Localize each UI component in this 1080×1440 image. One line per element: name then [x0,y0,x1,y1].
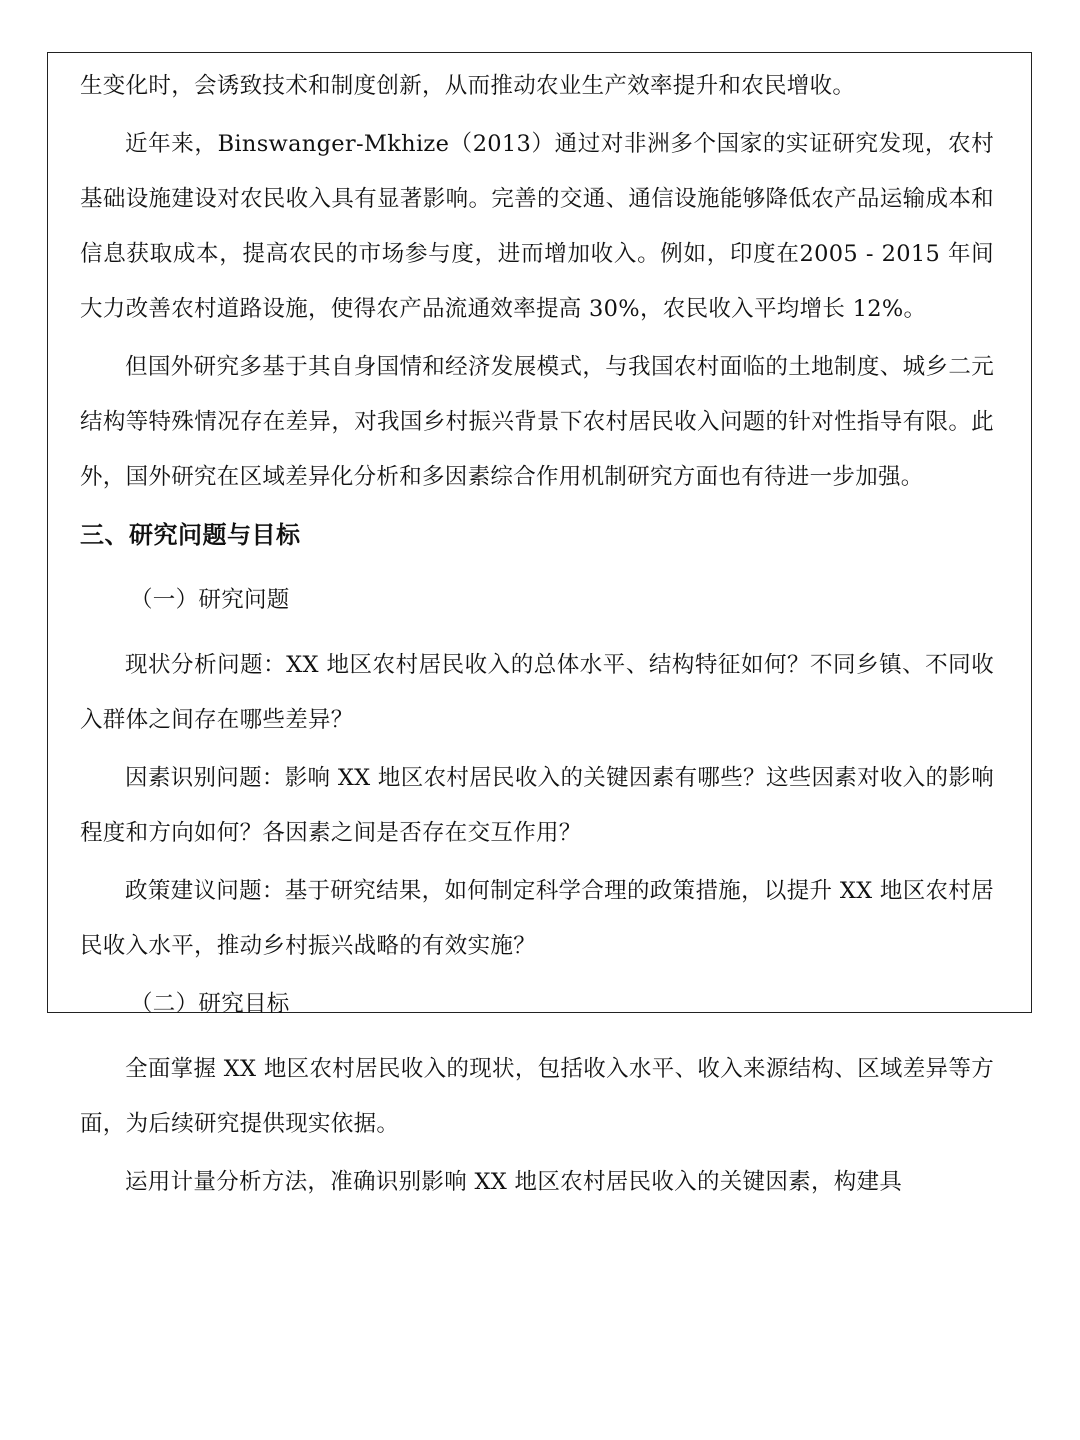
paragraph-goal-factors: 运用计量分析方法，准确识别影响 XX 地区农村居民收入的关键因素，构建具 [125,1169,903,1195]
paragraph-status-analysis: 现状分析问题：XX 地区农村居民收入的总体水平、结构特征如何？不同乡镇、不同收入群体之间存在哪些差异？ [80,652,994,733]
subsection-title-research-goals: （二）研究目标 [130,991,290,1017]
paragraph-goal-status: 全面掌握 XX 地区农村居民收入的现状，包括收入水平、收入来源结构、区域差异等方面，为后续研究提供现实依据。 [80,1056,994,1137]
subsection-title-research-questions: （一）研究问题 [130,587,290,613]
paragraph-binswanger: 近年来，Binswanger-Mkhize（2013）通过对非洲多个国家的实证研究发现，农村基础设施建设对农民收入具有显著影响。完善的交通、通信设施能够降低农产品运输成本和信息获取成本，提高农民的市场参与度，进而增加收入。例如，印度在2005 - 2015 年间大力改善农村道路设施，使得农产品流通效率提高 30%，农民收入平均增长 12%。 [80,131,994,322]
paragraph-policy-suggestion: 政策建议问题：基于研究结果，如何制定科学合理的政策措施，以提升 XX 地区农村居民收入水平，推动乡村振兴战略的有效实施？ [80,878,994,959]
paragraph-factor-identification: 因素识别问题：影响 XX 地区农村居民收入的关键因素有哪些？这些因素对收入的影响程度和方向如何？各因素之间是否存在交互作用？ [80,765,994,846]
paragraph-continuation: 生变化时，会诱致技术和制度创新，从而推动农业生产效率提升和农民增收。 [80,73,856,99]
document-body [80,59,994,1213]
section-title: 三、研究问题与目标 [80,521,301,549]
page-frame [47,52,1032,1195]
paragraph-foreign-research-limits: 但国外研究多基于其自身国情和经济发展模式，与我国农村面临的土地制度、城乡二元结构等特殊情况存在差异，对我国乡村振兴背景下农村居民收入问题的针对性指导有限。此外，国外研究在区域差异化分析和多因素综合作用机制研究方面也有待进一步加强。 [80,354,994,490]
